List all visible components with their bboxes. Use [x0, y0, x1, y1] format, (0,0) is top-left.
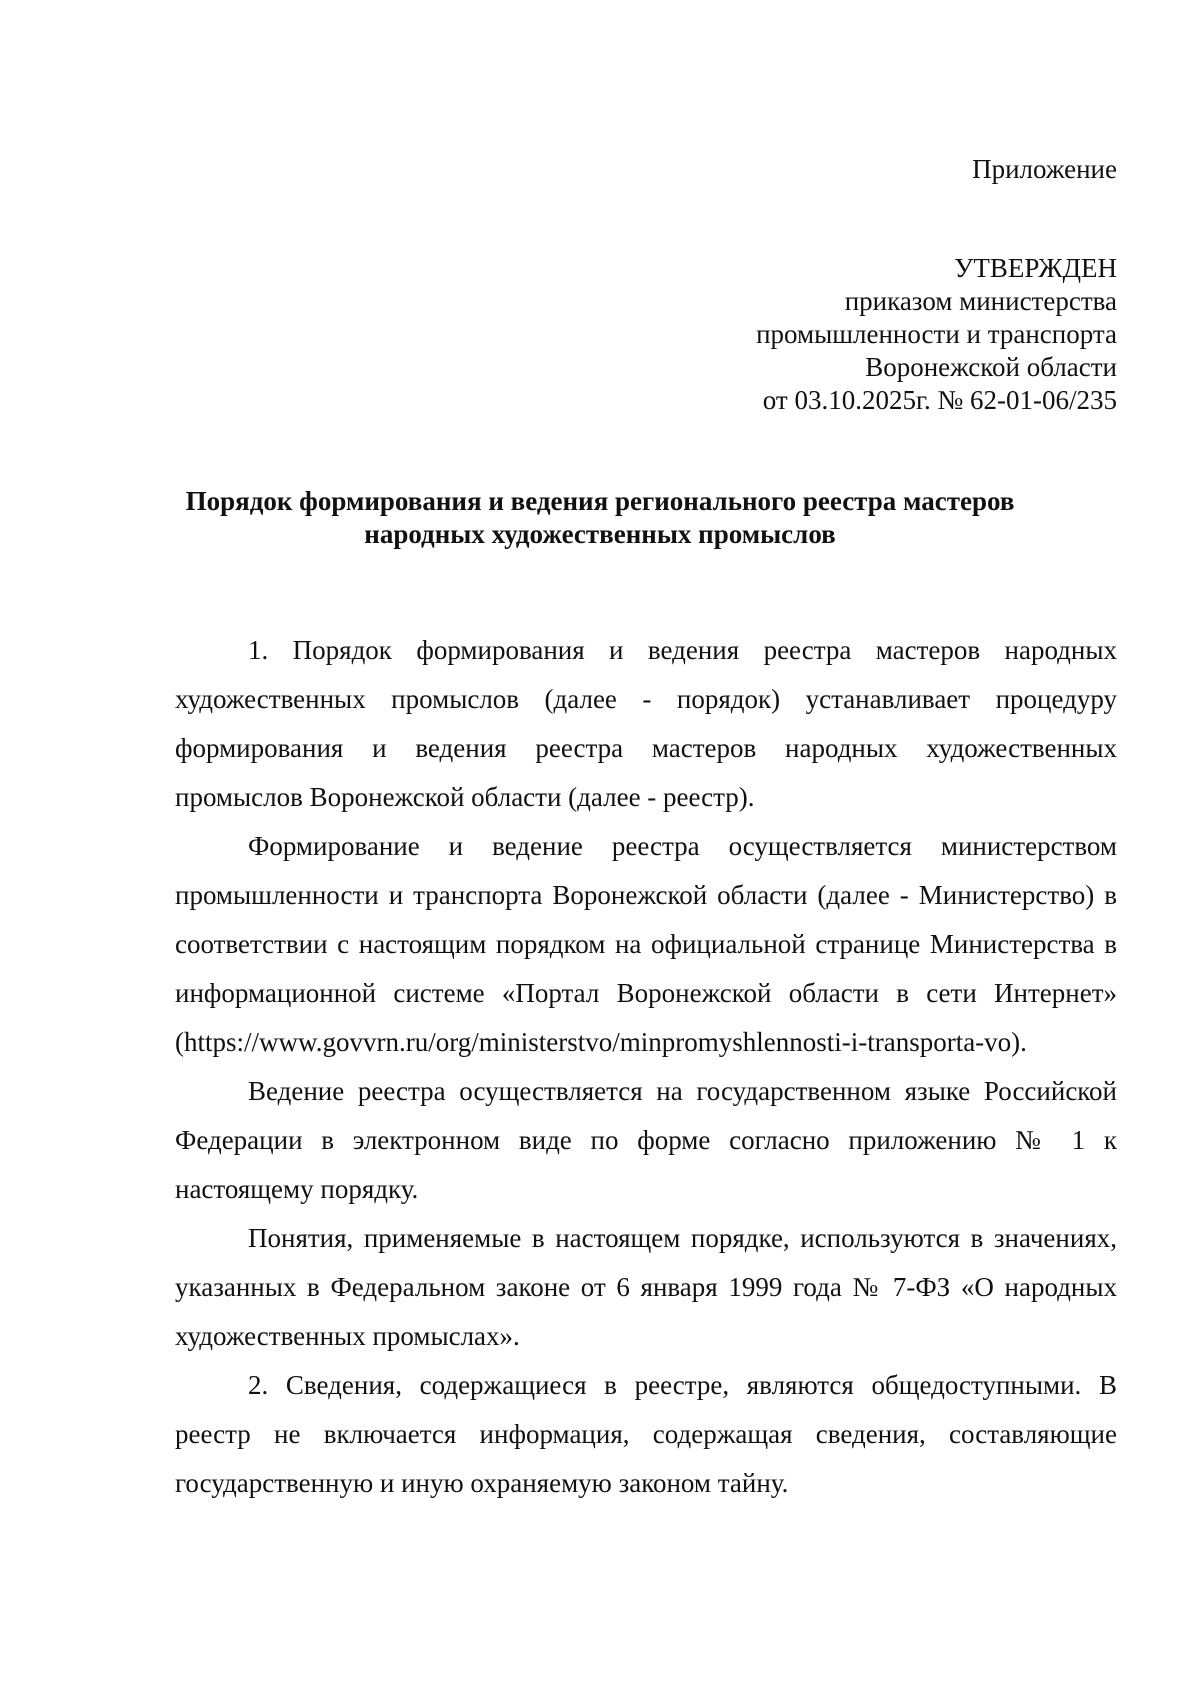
paragraph-formation: Формирование и ведение реестра осуществляется министерством промышленности и транспорта Воронежской области (далее - Министерство) в соответствии с настоящим порядком на официальной странице Министерства в информационной системе «Портал Воронежской области в сети Интернет» (https://www.govvrn.ru/org/ministerstvo/minpromyshlennosti-i-transporta-vo).	[175, 831, 1117, 1057]
paragraph-2: 2. Сведения, содержащиеся в реестре, являются общедоступными. В реестр не включается информация, содержащая сведения, составляющие государственную и иную охраняемую законом тайну.	[175, 1370, 1117, 1498]
paragraph-language: Ведение реестра осуществляется на государственном языке Российской Федерации в электронном виде по форме согласно приложению № 1 к настоящему порядку.	[175, 1076, 1117, 1204]
approval-line: приказом министерства	[844, 286, 1117, 316]
paragraph-1: 1. Порядок формирования и ведения реестра мастеров народных художественных промыслов (далее - порядок) устанавливает процедуру формирования и ведения реестра мастеров народных художественных промыслов Воронежской области (далее - реестр).	[175, 635, 1117, 812]
approval-order-number: от 03.10.2025г. № 62-01-06/235	[762, 385, 1117, 415]
approval-block	[756, 252, 1117, 417]
approval-stamp: УТВЕРЖДЕН	[954, 253, 1117, 283]
paragraph-definitions: Понятия, применяемые в настоящем порядке, используются в значениях, указанных в Федеральном законе от 6 января 1999 года № 7-ФЗ «О народных художественных промыслах».	[175, 1223, 1117, 1351]
document-title-line: народных художественных промыслов	[364, 519, 836, 549]
document-title	[110, 485, 1090, 551]
appendix-label: Приложение	[972, 154, 1117, 184]
approval-line: промышленности и транспорта	[756, 319, 1117, 349]
document-body	[175, 626, 1117, 1508]
document-title-line: Порядок формирования и ведения регионального реестра мастеров	[185, 486, 1015, 516]
approval-line: Воронежской области	[865, 352, 1117, 382]
